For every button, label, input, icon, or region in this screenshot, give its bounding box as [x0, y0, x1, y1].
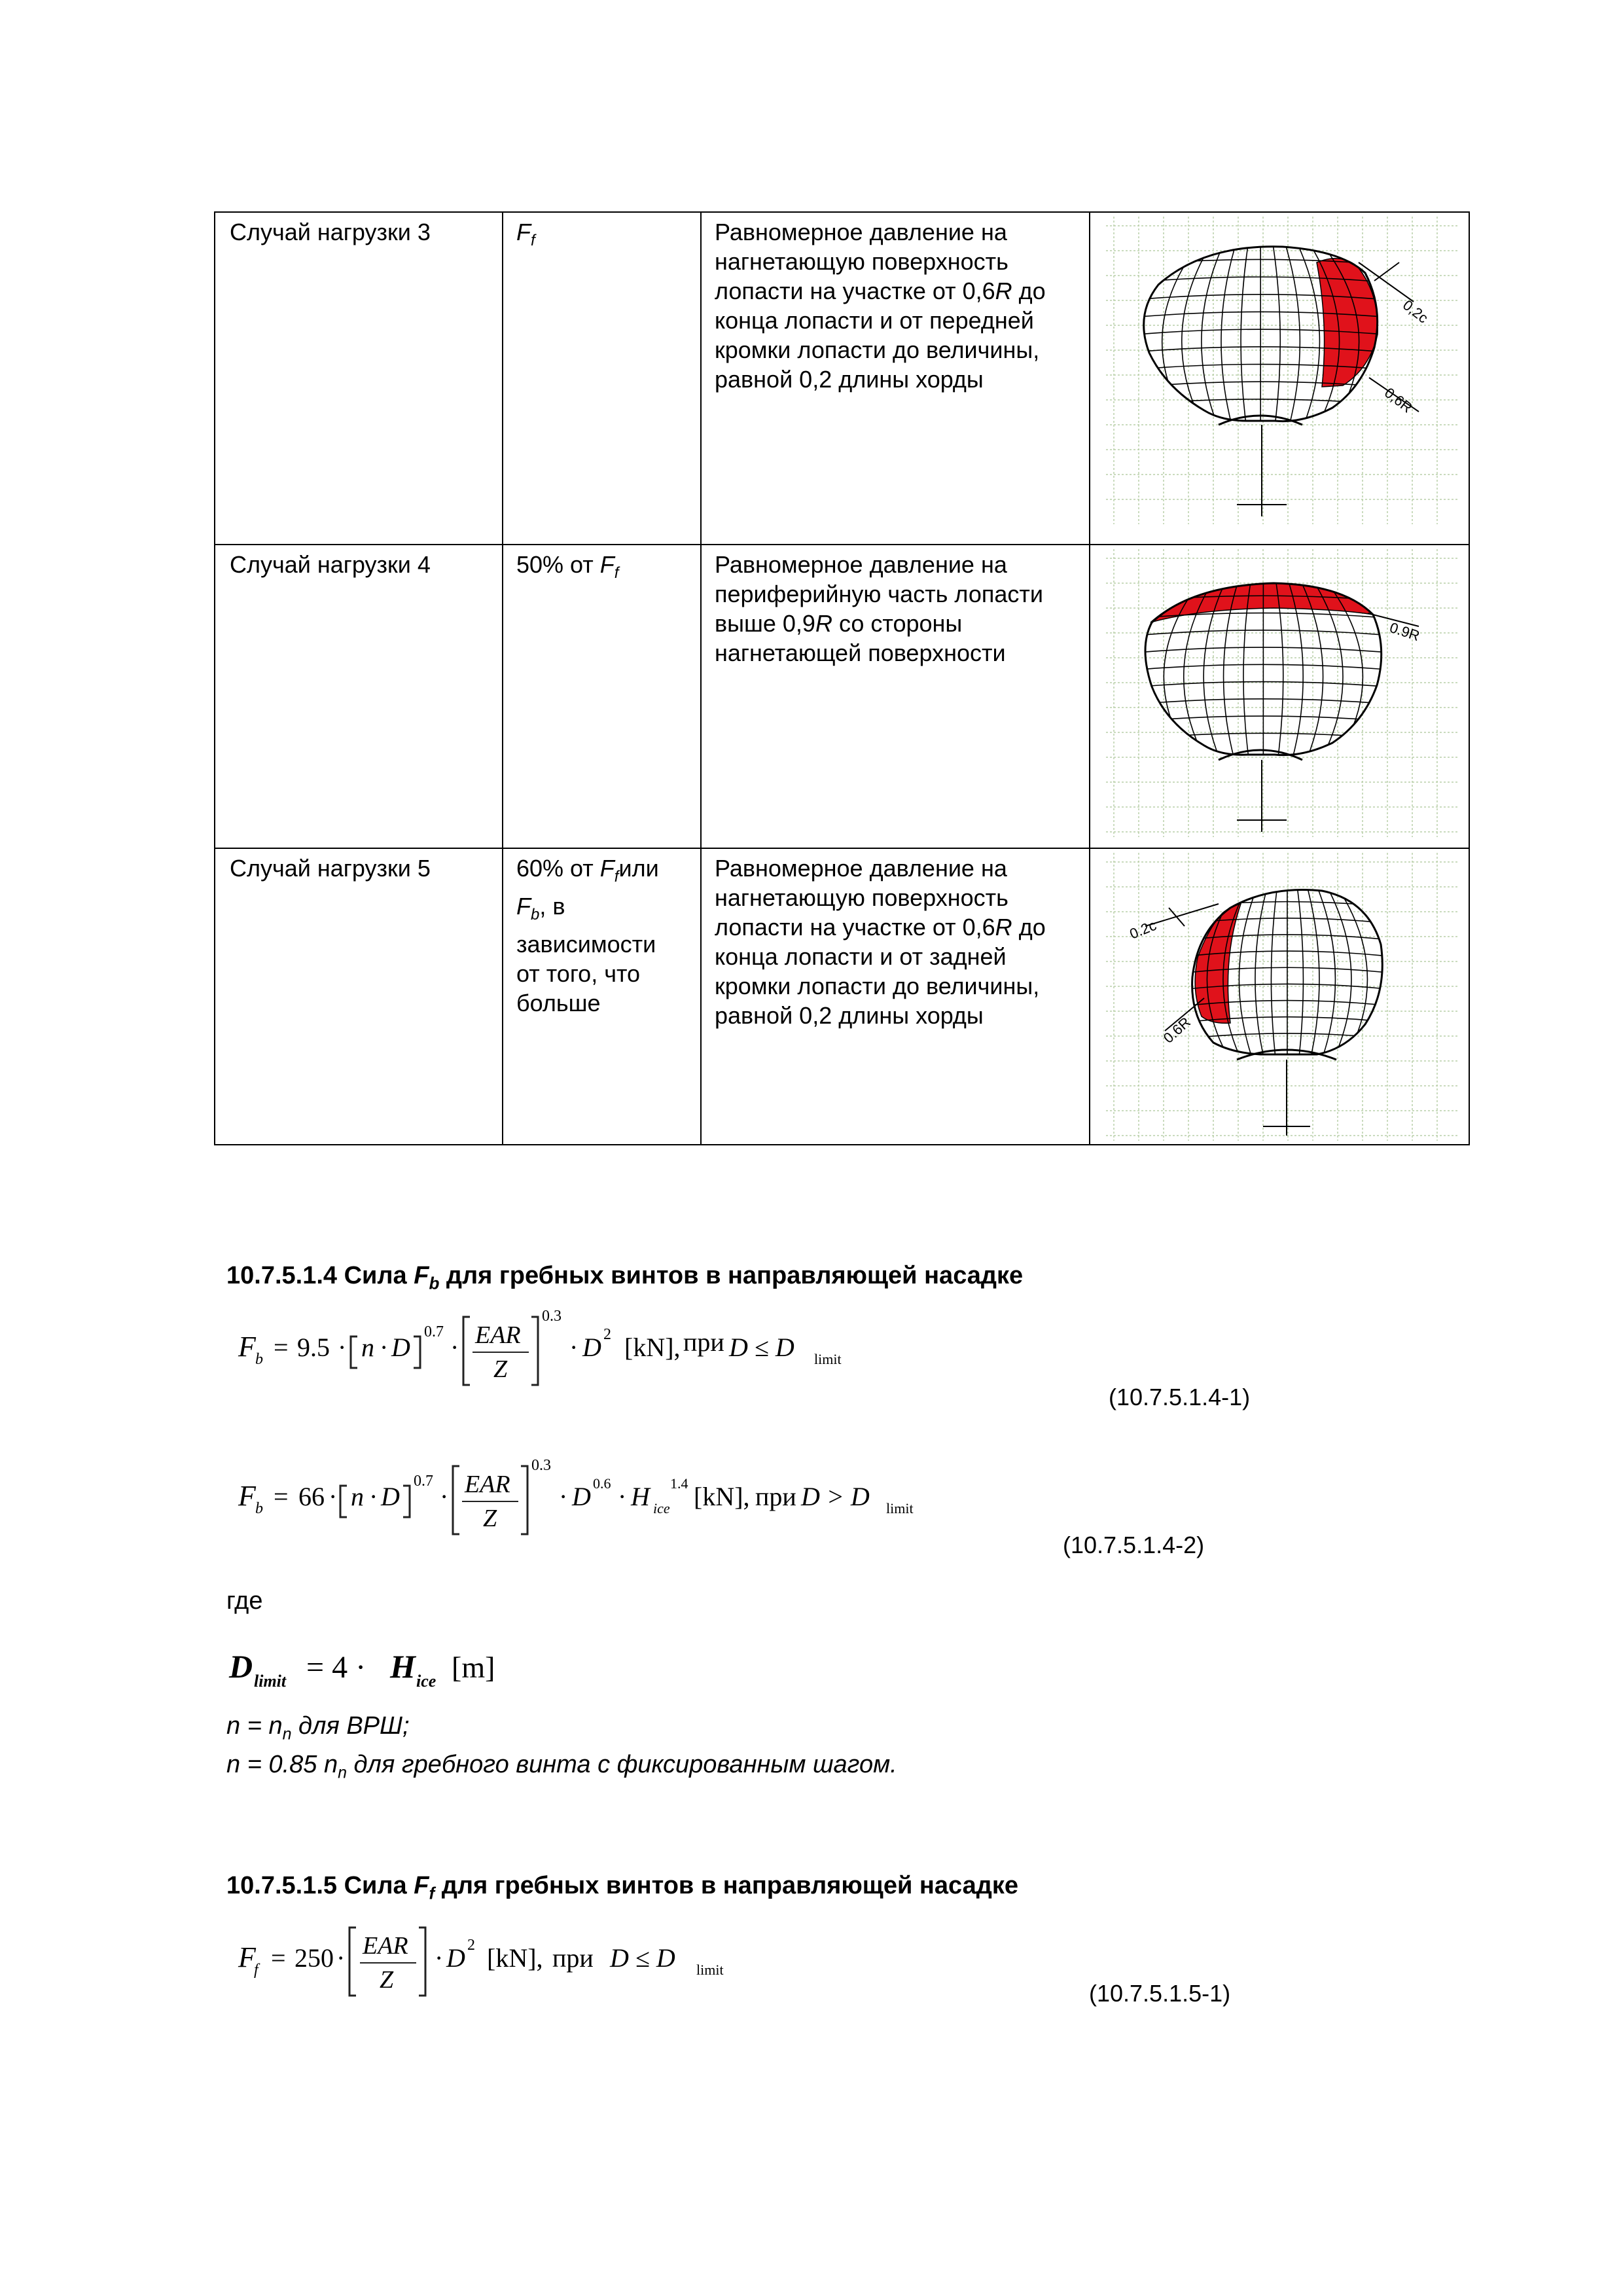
svg-text:EAR: EAR: [465, 1471, 510, 1498]
description-line: выше 0,9R со стороны: [715, 610, 963, 637]
svg-text:250: 250: [294, 1943, 334, 1973]
svg-text:H: H: [631, 1482, 650, 1511]
propeller-blade-figure-case5: [1106, 853, 1459, 1141]
svg-text:ice: ice: [416, 1672, 437, 1691]
case-label-cell: [215, 545, 503, 848]
grid-background: [1106, 853, 1459, 1141]
svg-text:n: n: [351, 1482, 364, 1511]
svg-text:66: 66: [298, 1482, 325, 1511]
propeller-blade-figure-case3: [1106, 217, 1459, 524]
svg-text:D: D: [446, 1943, 465, 1973]
svg-text:[kN],: [kN],: [694, 1482, 750, 1511]
svg-text:= 4 ·: = 4 ·: [306, 1650, 366, 1685]
figure-label-0-6r: 0,6R: [1381, 384, 1416, 416]
figure-label-0-6r: 0.6R: [1160, 1014, 1194, 1047]
svg-text:EAR: EAR: [475, 1321, 521, 1349]
description-line: конца лопасти и от задней: [715, 943, 1007, 970]
svg-text:[kN],: [kN],: [624, 1333, 681, 1362]
svg-text:Z: Z: [380, 1966, 394, 1994]
svg-text:1.4: 1.4: [670, 1475, 688, 1492]
force-cell: [503, 212, 701, 545]
highlight-region: [1195, 904, 1241, 1023]
case-label: Случай нагрузки 3: [230, 219, 431, 245]
description-cell: [701, 212, 1090, 545]
svg-text:[m]: [m]: [452, 1651, 495, 1684]
force-line: от того, что: [516, 960, 641, 988]
description-line: Равномерное давление на: [715, 855, 1007, 882]
svg-text:Z: Z: [493, 1355, 508, 1383]
dim-line: [1374, 262, 1399, 281]
svg-text:F: F: [238, 1331, 256, 1363]
svg-text:·: ·: [338, 1333, 347, 1362]
force-subscript: f: [614, 564, 619, 583]
svg-text:0.7: 0.7: [424, 1323, 444, 1340]
svg-text:·: ·: [569, 1333, 579, 1362]
description-line: равной 0,2 длины хорды: [715, 366, 984, 393]
svg-text:·: ·: [380, 1333, 389, 1362]
blade-mesh-line: [1276, 583, 1283, 755]
svg-text:n: n: [361, 1333, 374, 1362]
blade-mesh-line: [1319, 889, 1336, 1054]
case-label-cell: [215, 212, 503, 545]
equation-number: (10.7.5.1.4-1): [1109, 1384, 1251, 1410]
formula-ff-1: [238, 1914, 736, 2000]
table-row: [215, 212, 1469, 545]
force-line: больше: [516, 990, 601, 1017]
description-line: равной 0,2 длины хорды: [715, 1002, 984, 1029]
case-label: Случай нагрузки 4: [230, 551, 431, 578]
force-line: 60% от $F_fили$: [516, 855, 659, 886]
force-prefix: 50% от: [516, 551, 600, 578]
svg-text:·: ·: [450, 1333, 459, 1362]
svg-text:D: D: [582, 1333, 601, 1362]
description-line: нагнетающей поверхности: [715, 639, 1006, 666]
svg-text:D: D: [572, 1482, 591, 1511]
svg-text:9.5: 9.5: [297, 1333, 330, 1362]
blade-mesh-line: [1162, 247, 1197, 422]
blade-mesh-line: [1271, 889, 1277, 1054]
force-line: $F_b$, в: [516, 893, 565, 924]
svg-text:·: ·: [618, 1482, 627, 1511]
figure-cell: [1090, 545, 1469, 848]
force-cell: [503, 848, 701, 1145]
svg-text:D > D: D > D: [801, 1482, 870, 1511]
section-number: 10.7.5.1.4: [226, 1262, 338, 1289]
formula-fb-2: [238, 1453, 919, 1538]
svg-text:·: ·: [559, 1482, 568, 1511]
figure-cell: [1090, 212, 1469, 545]
svg-text:H: H: [390, 1648, 416, 1685]
highlight-region: [1317, 259, 1378, 387]
svg-text:limit: limit: [696, 1962, 724, 1978]
force-subscript: f: [531, 232, 535, 250]
description-cell: [701, 848, 1090, 1145]
svg-text:0.6: 0.6: [593, 1475, 611, 1492]
section-heading-10-7-5-1-5: 10.7.5.1.5 Сила $F_f$ для гребных винтов в направляющей насадке: [226, 1872, 1018, 1903]
svg-text:0.3: 0.3: [531, 1457, 551, 1474]
force-line: зависимости: [516, 931, 656, 958]
svg-text:2: 2: [603, 1326, 611, 1343]
blade-mesh-line: [1329, 889, 1351, 1054]
figure-label-0-2c: 0.2c: [1127, 916, 1159, 942]
svg-text:·: ·: [369, 1482, 378, 1511]
svg-text:·: ·: [440, 1482, 449, 1511]
svg-text:=: =: [274, 1482, 289, 1511]
svg-text:ice: ice: [653, 1500, 670, 1516]
svg-text:limit: limit: [814, 1351, 842, 1367]
equation-number: (10.7.5.1.4-2): [1063, 1532, 1205, 1558]
svg-text:D ≤ D: D ≤ D: [610, 1943, 675, 1973]
blade-mesh-line: [1255, 889, 1266, 1054]
svg-text:·: ·: [329, 1482, 338, 1511]
force-cell: [503, 545, 701, 848]
blade-mesh-line: [1239, 889, 1256, 1054]
formula-fb-1: [238, 1304, 842, 1389]
svg-text:D: D: [381, 1482, 400, 1511]
svg-text:limit: limit: [254, 1672, 287, 1691]
figure-cell: [1090, 848, 1469, 1145]
svg-text:D ≤ D: D ≤ D: [729, 1333, 794, 1362]
section-number: 10.7.5.1.5: [226, 1872, 338, 1899]
definition-line: $n = n_n$ для ВРШ;: [226, 1712, 410, 1744]
equation-number: (10.7.5.1.5-1): [1089, 1980, 1231, 2007]
description-cell: [701, 545, 1090, 848]
highlight-region: [1150, 583, 1373, 622]
svg-text:b: b: [255, 1351, 263, 1368]
svg-text:·: ·: [336, 1943, 346, 1973]
blade-mesh-line: [1241, 247, 1248, 422]
force-symbol: F: [414, 1262, 429, 1289]
svg-text:2: 2: [467, 1937, 475, 1954]
svg-text:=: =: [271, 1943, 286, 1973]
table-row: [215, 848, 1469, 1145]
description-line: периферийную часть лопасти: [715, 581, 1043, 607]
definition-line: n = 0.85 $n_n$ для гребного винта с фиксированным шагом.: [226, 1751, 897, 1782]
blade-mesh-line: [1182, 247, 1209, 422]
force-symbol: F: [414, 1872, 429, 1899]
svg-text:Z: Z: [483, 1505, 497, 1532]
svg-text:f: f: [254, 1962, 259, 1979]
blade-mesh-line: [1339, 889, 1367, 1054]
force-symbol: F: [516, 219, 531, 245]
table-row: [215, 545, 1469, 848]
description-line: кромки лопасти до величины,: [715, 973, 1040, 999]
svg-text:=: =: [274, 1333, 289, 1362]
description-line: лопасти на участке от 0,6R до: [715, 914, 1046, 941]
svg-text:D: D: [229, 1648, 253, 1685]
formula-dlimit: [229, 1640, 556, 1698]
blade-mesh-line: [1202, 247, 1222, 422]
blade-mesh-line: [1308, 889, 1319, 1054]
force-symbol: F: [599, 551, 615, 578]
propeller-blade-figure-case4: [1106, 549, 1459, 837]
description-line: нагнетающую поверхность: [715, 248, 1008, 275]
blade-mesh-line: [1299, 247, 1320, 422]
description-line: лопасти на участке от 0,6R до: [715, 278, 1046, 304]
description-line: Равномерное давление на: [715, 219, 1007, 245]
svg-text:при: при: [683, 1327, 724, 1357]
svg-text:b: b: [255, 1500, 263, 1517]
where-label: где: [226, 1587, 263, 1615]
case-label: Случай нагрузки 5: [230, 855, 431, 882]
figure-label-0-9r: 0.9R: [1387, 619, 1422, 645]
svg-text:при: при: [755, 1482, 796, 1511]
blade-mesh-line: [1298, 889, 1304, 1054]
description-line: кромки лопасти до величины,: [715, 336, 1040, 363]
svg-text:EAR: EAR: [363, 1932, 408, 1960]
figure-label-0-2c: 0,2c: [1399, 296, 1432, 327]
svg-text:limit: limit: [886, 1500, 914, 1516]
svg-text:·: ·: [435, 1943, 444, 1973]
blade-mesh-line: [1221, 247, 1235, 422]
svg-text:F: F: [238, 1480, 256, 1512]
section-heading-10-7-5-1-4: 10.7.5.1.4 Сила $F_b$ для гребных винтов в направляющей насадке: [226, 1262, 1024, 1293]
description-line: Равномерное давление на: [715, 551, 1007, 578]
description-line: конца лопасти и от передней: [715, 307, 1034, 334]
svg-text:0.3: 0.3: [542, 1308, 562, 1325]
svg-text:F: F: [238, 1941, 256, 1973]
svg-text:0.7: 0.7: [414, 1473, 433, 1490]
svg-text:[kN],: [kN],: [487, 1943, 543, 1973]
dim-line: [1169, 908, 1185, 926]
svg-text:при: при: [552, 1943, 594, 1973]
load-case-table: [214, 211, 1470, 1145]
svg-text:D: D: [391, 1333, 410, 1362]
description-line: нагнетающую поверхность: [715, 884, 1008, 911]
blade-mesh-line: [1274, 247, 1281, 422]
case-label-cell: [215, 848, 503, 1145]
